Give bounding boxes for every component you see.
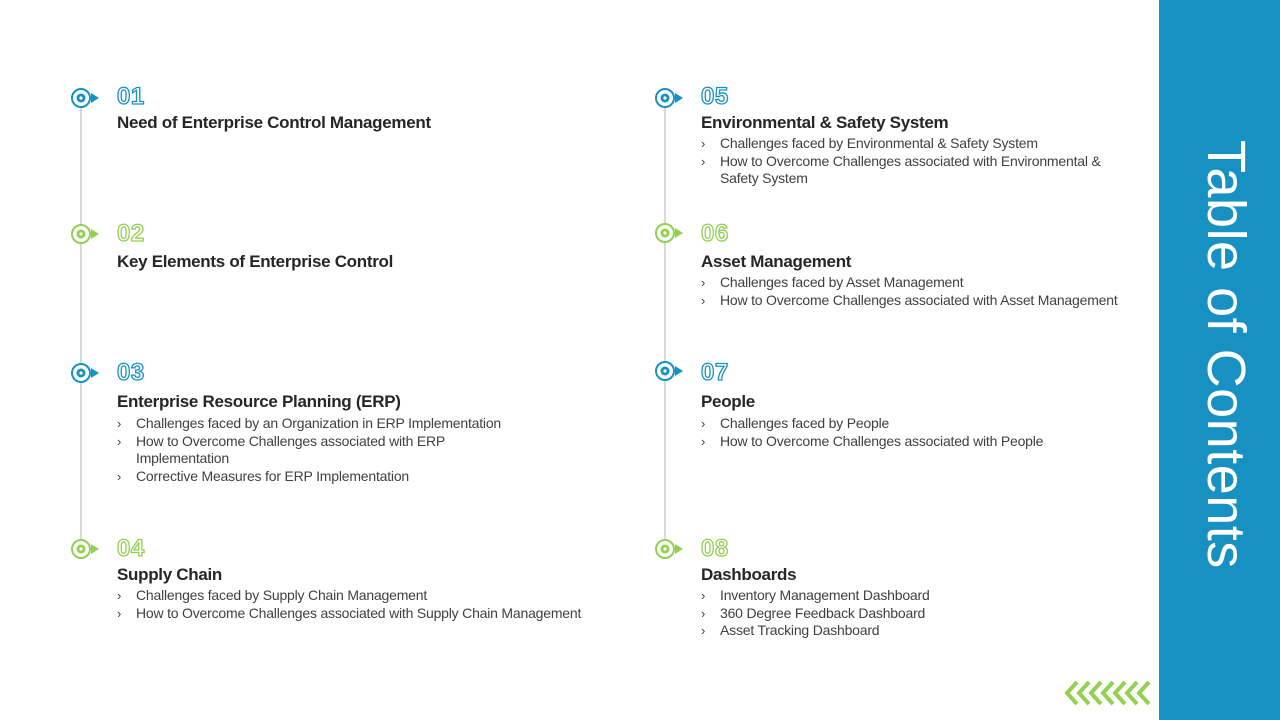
chevron-right-icon: › bbox=[117, 588, 122, 603]
section-bullets bbox=[117, 587, 587, 622]
section-number: 05 bbox=[701, 83, 729, 110]
section-heading: Supply Chain bbox=[117, 565, 223, 584]
bullet-item: › How to Overcome Challenges associated with People bbox=[701, 432, 1044, 449]
bullet-item: › Challenges faced by Environmental & Safety System bbox=[701, 135, 1038, 151]
section-heading: Need of Enterprise Control Management bbox=[117, 113, 431, 132]
section-bullets bbox=[701, 587, 1101, 640]
chevron-right-icon: › bbox=[701, 623, 706, 639]
bullet-item: › How to Overcome Challenges associated with ERP Implementation bbox=[117, 432, 445, 467]
section-heading: People bbox=[701, 392, 755, 411]
timeline-line-left bbox=[80, 106, 82, 546]
target-arrow-icon bbox=[654, 222, 684, 244]
target-arrow-icon bbox=[70, 362, 100, 384]
section-number: 04 bbox=[117, 535, 145, 562]
section-heading: Key Elements of Enterprise Control bbox=[117, 252, 394, 271]
section-number: 06 bbox=[701, 220, 729, 247]
target-arrow-icon bbox=[654, 87, 684, 109]
section-heading: Environmental & Safety System bbox=[701, 113, 949, 132]
bullet-item: › How to Overcome Challenges associated with Environmental & Safety System bbox=[701, 152, 1101, 187]
chevron-right-icon: › bbox=[117, 416, 122, 431]
section-number: 08 bbox=[701, 535, 729, 562]
target-arrow-icon bbox=[654, 538, 684, 560]
chevron-right-icon: › bbox=[117, 433, 122, 449]
target-arrow-icon bbox=[654, 360, 684, 382]
bullet-item: › How to Overcome Challenges associated with Supply Chain Management bbox=[117, 604, 582, 621]
chevron-right-icon: › bbox=[117, 468, 122, 484]
bullet-item: › 360 Degree Feedback Dashboard bbox=[701, 604, 926, 621]
chevron-right-icon: › bbox=[701, 153, 706, 169]
chevron-right-icon: › bbox=[117, 605, 122, 621]
section-number: 03 bbox=[117, 359, 145, 386]
double-chevron-left-icon bbox=[1063, 678, 1155, 708]
bullet-item: › Challenges faced by an Organization in ERP Implementation bbox=[117, 415, 502, 431]
target-arrow-icon bbox=[70, 223, 100, 245]
bullet-item: › Corrective Measures for ERP Implementation bbox=[117, 467, 410, 484]
chevron-right-icon: › bbox=[701, 433, 706, 449]
section-bullets bbox=[701, 274, 1141, 309]
bullet-item: › Challenges faced by People bbox=[701, 415, 890, 431]
chevron-right-icon: › bbox=[701, 275, 706, 290]
section-bullets bbox=[117, 415, 517, 485]
chevron-right-icon: › bbox=[701, 588, 706, 603]
section-number: 07 bbox=[701, 359, 729, 386]
chevron-right-icon: › bbox=[701, 416, 706, 431]
timeline-line-right bbox=[664, 106, 666, 546]
bullet-item: › Challenges faced by Supply Chain Management bbox=[117, 587, 428, 603]
chevron-right-icon: › bbox=[701, 292, 706, 308]
target-arrow-icon bbox=[70, 538, 100, 560]
chevron-right-icon: › bbox=[701, 136, 706, 151]
section-number: 01 bbox=[117, 83, 145, 110]
target-arrow-icon bbox=[70, 87, 100, 109]
bullet-item: › How to Overcome Challenges associated with Asset Management bbox=[701, 291, 1118, 308]
chevron-right-icon: › bbox=[701, 605, 706, 621]
bullet-item: › Asset Tracking Dashboard bbox=[701, 622, 880, 639]
page-title: Table of Contents bbox=[1196, 140, 1256, 569]
section-bullets bbox=[701, 135, 1101, 188]
section-heading: Asset Management bbox=[701, 252, 852, 271]
section-heading: Enterprise Resource Planning (ERP) bbox=[117, 392, 401, 411]
section-bullets bbox=[701, 415, 1141, 450]
section-heading: Dashboards bbox=[701, 565, 797, 584]
section-number: 02 bbox=[117, 220, 145, 247]
bullet-item: › Challenges faced by Asset Management bbox=[701, 274, 964, 290]
bullet-item: › Inventory Management Dashboard bbox=[701, 587, 930, 603]
